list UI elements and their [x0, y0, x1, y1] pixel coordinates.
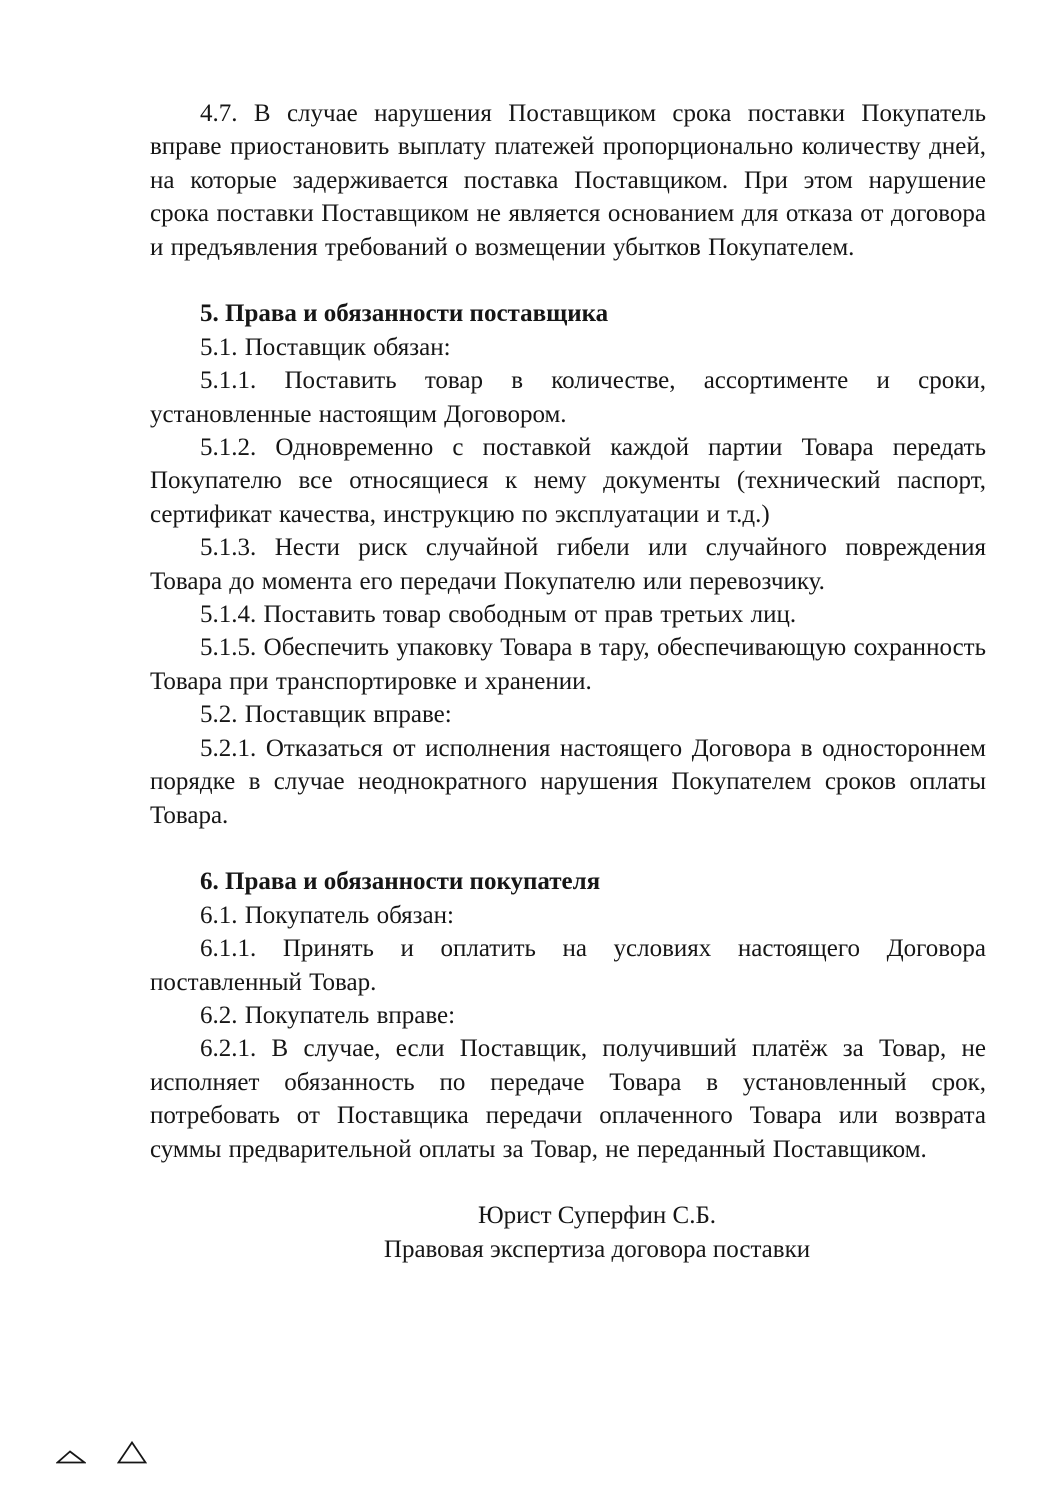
signature-block	[208, 1199, 986, 1266]
clause-6-1: 6.1. Покупатель обязан:	[200, 901, 454, 929]
clause-6-2-1: 6.2.1. В случае, если Поставщик, получивший платёж за Товар, не исполняет обязанность по передаче Товара в установленный срок, потребовать от Поставщика передачи оплаченного Товара или возврата суммы предварительной оплаты за Товар, не переданный Поставщиком.	[150, 1035, 986, 1163]
section-5-heading: 5. Права и обязанности поставщика	[200, 300, 609, 328]
clause-4-7: 4.7. В случае нарушения Поставщиком срока поставки Покупатель вправе приостановить выплату платежей пропорционально количеству дней, на которые задерживается поставка Поставщиком. При этом нарушение срока поставки Поставщиком не является основанием для отказа от договора и предъявления требований о возмещении убытков Покупателем.	[150, 100, 986, 261]
clause-5-1-5: 5.1.5. Обеспечить упаковку Товара в тару, обеспечивающую сохранность Товара при транспортировке и хранении.	[150, 634, 986, 695]
clause-5-2-1: 5.2.1. Отказаться от исполнения настоящего Договора в одностороннем порядке в случае неоднократного нарушения Покупателем сроков оплаты Товара.	[150, 734, 986, 829]
section-6-heading: 6. Права и обязанности покупателя	[200, 868, 601, 896]
triangle-icon	[117, 1441, 147, 1464]
clause-5-1-2: 5.1.2. Одновременно с поставкой каждой партии Товара передать Покупателю все относящиеся к нему документы (технический паспорт, сертификат качества, инструкцию по эксплуатации и т.д.)	[150, 434, 986, 528]
contract-text	[150, 97, 986, 1266]
clause-5-1-4: 5.1.4. Поставить товар свободным от прав третьих лиц.	[200, 601, 797, 629]
clause-5-1-1: 5.1.1. Поставить товар в количестве, ассортименте и сроки, установленные настоящим Договором.	[150, 367, 986, 428]
clause-5-1: 5.1. Поставщик обязан:	[200, 333, 451, 361]
signature-name: Юрист Суперфин С.Б.	[477, 1202, 717, 1230]
clause-6-2: 6.2. Покупатель вправе:	[200, 1001, 456, 1029]
clause-6-1-1: 6.1.1. Принять и оплатить на условиях настоящего Договора поставленный Товар.	[150, 935, 986, 996]
triangle-flat-icon	[56, 1450, 86, 1464]
clause-5-1-3: 5.1.3. Нести риск случайной гибели или случайного повреждения Товара до момента его передачи Покупателю или перевозчику.	[150, 534, 986, 595]
signature-role: Правовая экспертиза договора поставки	[383, 1235, 811, 1263]
clause-5-2: 5.2. Поставщик вправе:	[200, 701, 452, 729]
